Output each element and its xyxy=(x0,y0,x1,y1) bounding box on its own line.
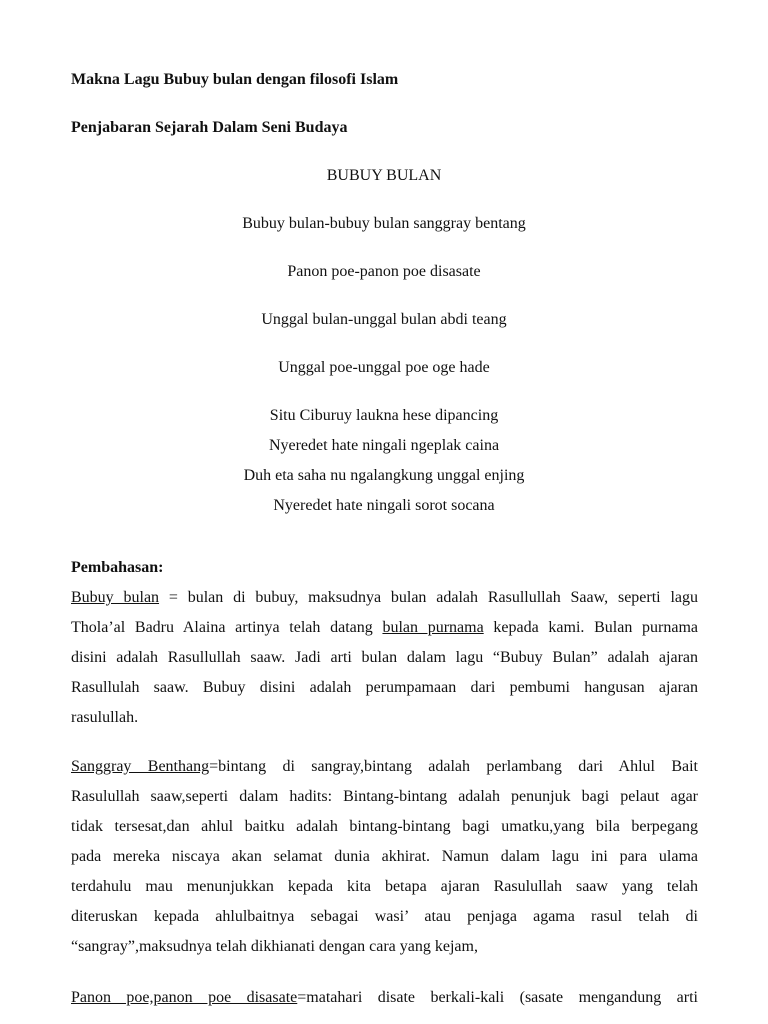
lyric-line: Unggal poe-unggal poe oge hade xyxy=(278,359,490,376)
lyric-line: Unggal bulan-unggal bulan abdi teang xyxy=(261,311,507,328)
paragraph-bubuy-bulan xyxy=(71,583,698,733)
paragraph-text: tidak tersesat,dan ahlul baitku adalah bintang-bintang bagi umatku,yang bila berpegang xyxy=(71,818,698,835)
paragraph-text: =matahari disate berkali-kali (sasate mengandung arti xyxy=(297,989,698,1006)
paragraph-text: = bulan di bubuy, maksudnya bulan adalah Rasullullah Saaw, seperti lagu xyxy=(159,589,698,606)
paragraph-text: Rasullulah saaw. Bubuy disini adalah perumpamaan dari pembumi hangusan ajaran xyxy=(71,679,698,696)
paragraph-text: kepada kami. Bulan purnama xyxy=(483,619,698,636)
paragraph-text: “sangray”,maksudnya telah dikhianati dengan cara yang kejam, xyxy=(71,938,478,955)
section-heading: Pembahasan: xyxy=(71,559,164,576)
paragraph-text: =bintang di sangray,bintang adalah perlambang dari Ahlul Bait xyxy=(209,758,699,775)
song-title: BUBUY BULAN xyxy=(326,167,442,184)
paragraph-text: Rasulullah saaw,seperti dalam hadits: Bintang-bintang adalah penunjuk bagi pelaut agar xyxy=(71,788,698,805)
term-panon-poe: Panon poe,panon poe disasate xyxy=(71,989,298,1006)
document-title: Makna Lagu Bubuy bulan dengan filosofi Islam xyxy=(71,71,399,88)
paragraph-text: pada mereka niscaya akan selamat dunia akhirat. Namun dalam lagu ini para ulama xyxy=(71,848,698,865)
paragraph-text: terdahulu mau menunjukkan kepada kita betapa ajaran Rasulullah saaw yang telah xyxy=(71,878,698,895)
paragraph-panon-poe xyxy=(71,983,698,1013)
paragraph-sanggray-benthang xyxy=(71,752,698,962)
lyric-line: Nyeredet hate ningali ngeplak caina xyxy=(268,437,500,454)
lyric-line: Situ Ciburuy laukna hese dipancing xyxy=(269,407,499,424)
lyric-line: Bubuy bulan-bubuy bulan sanggray bentang xyxy=(242,215,526,232)
lyric-line: Duh eta saha nu ngalangkung unggal enjing xyxy=(243,467,525,484)
paragraph-text: rasulullah. xyxy=(71,709,139,726)
document-subtitle: Penjabaran Sejarah Dalam Seni Budaya xyxy=(71,119,348,136)
paragraph-text: disini adalah Rasullullah saaw. Jadi arti bulan dalam lagu “Bubuy Bulan” adalah ajaran xyxy=(71,649,698,666)
paragraph-text: diteruskan kepada ahlulbaitnya sebagai wasi’ atau penjaga agama rasul telah di xyxy=(71,908,698,925)
term-bubuy-bulan: Bubuy bulan xyxy=(71,589,160,606)
lyric-line: Panon poe-panon poe disasate xyxy=(287,263,481,280)
term-sanggray-benthang: Sanggray Benthang xyxy=(71,758,210,775)
paragraph-text: Thola’al Badru Alaina artinya telah datang xyxy=(71,619,383,636)
term-bulan-purnama: bulan purnama xyxy=(382,619,484,636)
lyric-line: Nyeredet hate ningali sorot socana xyxy=(273,497,495,514)
